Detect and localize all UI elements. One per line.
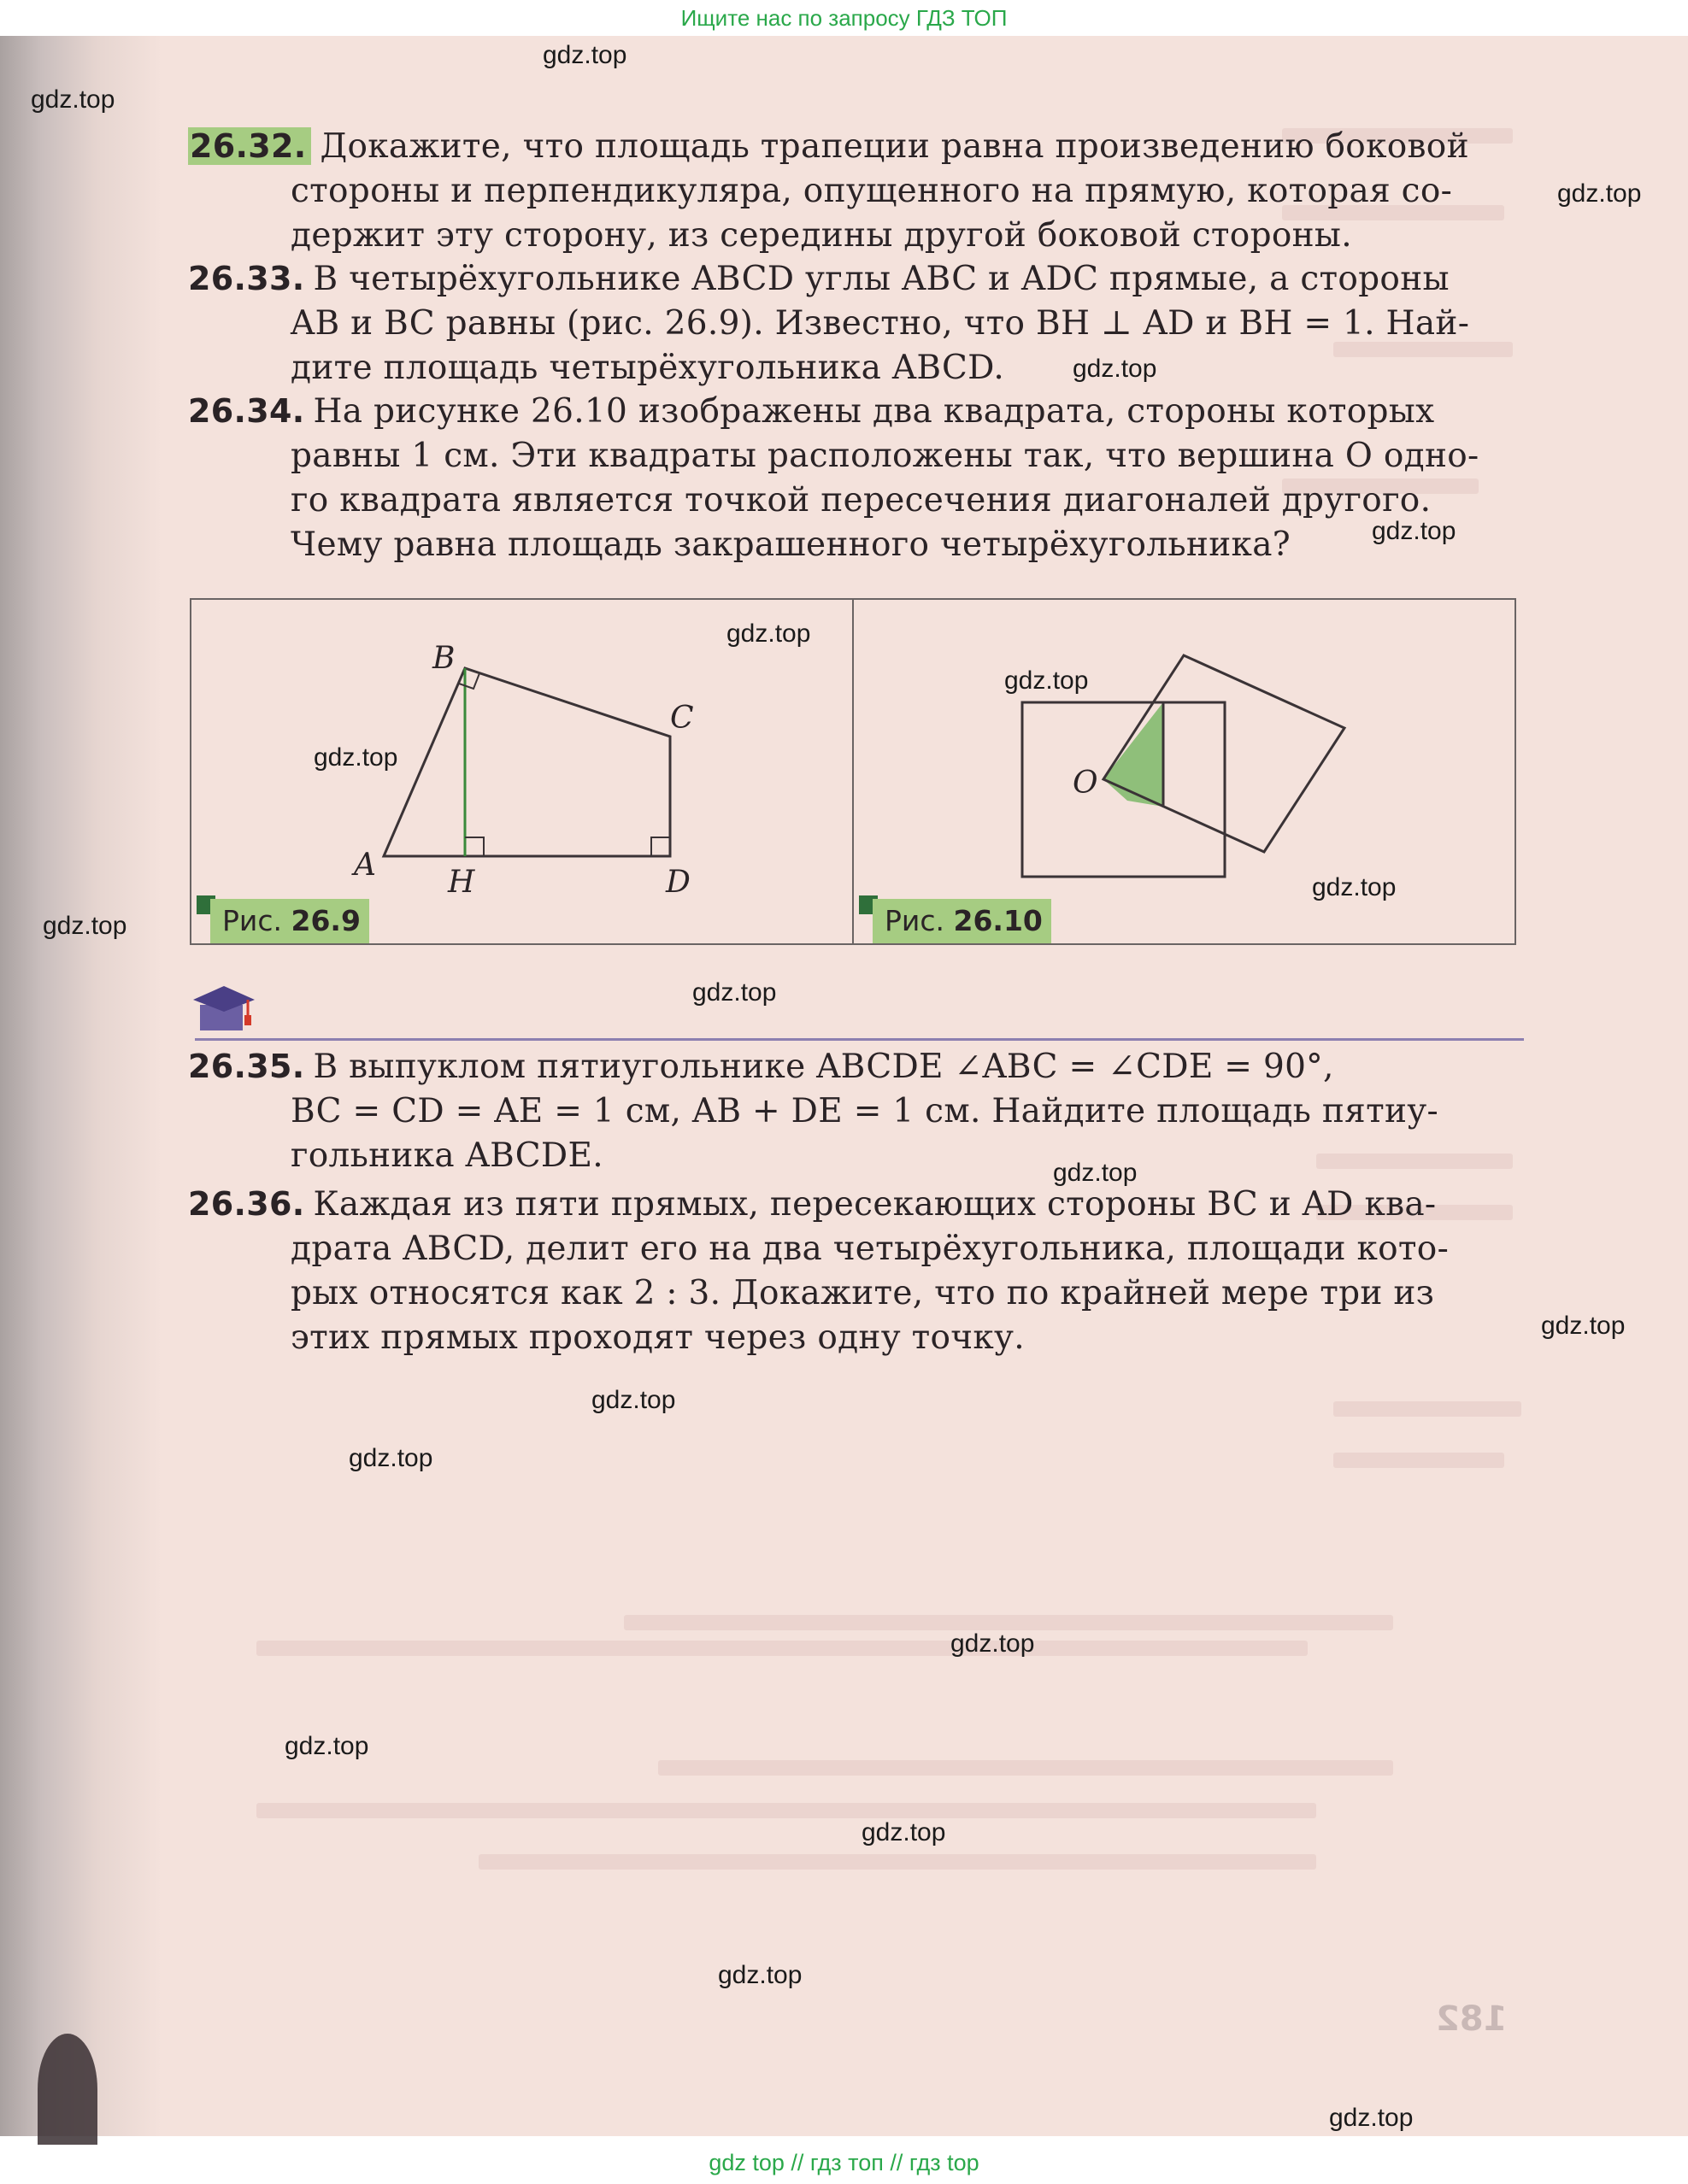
right-angle-d bbox=[651, 837, 670, 856]
point-label-a: A bbox=[354, 848, 376, 883]
watermark: gdz.top bbox=[1557, 179, 1642, 208]
watermark: gdz.top bbox=[1073, 355, 1157, 383]
bottom-banner[interactable]: gdz top // гдз топ // гдз top bbox=[709, 2150, 979, 2175]
problem-line: Каждая из пяти прямых, пересекающих стороны BC и AD ква- bbox=[313, 1185, 1437, 1224]
problem-number: 26.32. bbox=[188, 127, 311, 165]
point-label-o: O bbox=[1073, 766, 1098, 801]
problem-26-32 bbox=[188, 124, 1624, 258]
figure-26-10 bbox=[852, 598, 1516, 945]
figure-caption-number: 26.9 bbox=[291, 904, 361, 937]
right-angle-h bbox=[465, 837, 484, 856]
watermark: gdz.top bbox=[718, 1961, 803, 1989]
watermark: gdz.top bbox=[1372, 517, 1456, 545]
figure-caption bbox=[873, 899, 1051, 943]
problem-line: равны 1 см. Эти квадраты расположены так, что вершина O одно- bbox=[291, 437, 1479, 475]
watermark: gdz.top bbox=[349, 1444, 433, 1472]
watermark: gdz.top bbox=[31, 85, 115, 114]
figure-caption-number: 26.10 bbox=[953, 904, 1043, 937]
point-label-b: B bbox=[432, 641, 456, 676]
problem-line: драта ABCD, делит его на два четырёхугольника, площади кото- bbox=[291, 1230, 1450, 1268]
watermark: gdz.top bbox=[285, 1732, 369, 1760]
problem-number: 26.33. bbox=[188, 260, 305, 297]
figure-26-9-drawing bbox=[191, 600, 854, 943]
show-through-page-number: 182 bbox=[1436, 1999, 1508, 2039]
problem-number: 26.35. bbox=[188, 1048, 305, 1085]
top-banner[interactable]: Ищите нас по запросу ГДЗ ТОП bbox=[680, 5, 1008, 31]
watermark: gdz.top bbox=[1004, 666, 1089, 695]
quadrilateral-abcd bbox=[384, 668, 670, 856]
problem-number: 26.36. bbox=[188, 1185, 305, 1223]
figure-caption-prefix: Рис. bbox=[885, 904, 944, 937]
watermark: gdz.top bbox=[1053, 1159, 1138, 1187]
problem-line: стороны и перпендикуляра, опущенного на прямую, которая со- bbox=[291, 172, 1453, 210]
section-divider bbox=[195, 1038, 1524, 1041]
shaded-quadrilateral-fill bbox=[1103, 702, 1163, 807]
point-label-c: C bbox=[670, 701, 694, 736]
watermark: gdz.top bbox=[43, 912, 127, 940]
problem-line: В выпуклом пятиугольнике ABCDE ∠ABC = ∠CDE = 90°, bbox=[313, 1048, 1334, 1086]
watermark: gdz.top bbox=[591, 1386, 676, 1414]
problem-line: держит эту сторону, из середины другой боковой стороны. bbox=[291, 216, 1352, 255]
problem-26-36 bbox=[188, 1182, 1624, 1360]
problem-line: В четырёхугольнике ABCD углы ABC и ADC прямые, а стороны bbox=[313, 260, 1450, 298]
watermark: gdz.top bbox=[726, 619, 811, 648]
watermark: gdz.top bbox=[543, 41, 627, 69]
problem-line: Докажите, что площадь трапеции равна произведению боковой bbox=[320, 127, 1469, 166]
point-label-d: D bbox=[666, 865, 691, 900]
watermark: gdz.top bbox=[1541, 1312, 1626, 1340]
watermark: gdz.top bbox=[314, 743, 398, 772]
problem-line: На рисунке 26.10 изображены два квадрата, стороны которых bbox=[313, 392, 1435, 431]
point-label-h: H bbox=[448, 865, 475, 900]
problem-line: Чему равна площадь закрашенного четырёхугольника? bbox=[291, 525, 1291, 564]
figure-26-9 bbox=[190, 598, 856, 945]
watermark: gdz.top bbox=[1312, 873, 1397, 901]
problem-line: AB и BC равны (рис. 26.9). Известно, что BH ⊥ AD и BH = 1. Най- bbox=[291, 304, 1470, 343]
watermark: gdz.top bbox=[692, 978, 777, 1007]
problem-line: BC = CD = AE = 1 см, AB + DE = 1 см. Найдите площадь пятиу- bbox=[291, 1092, 1438, 1130]
problem-26-35 bbox=[188, 1044, 1624, 1178]
problem-26-33 bbox=[188, 256, 1624, 390]
page-binding-shadow bbox=[0, 36, 162, 2136]
problem-line: этих прямых проходят через одну точку. bbox=[291, 1318, 1026, 1357]
binding-dark-edge bbox=[38, 2034, 97, 2145]
watermark: gdz.top bbox=[862, 1818, 946, 1846]
figure-caption-prefix: Рис. bbox=[222, 904, 282, 937]
figure-26-10-drawing bbox=[854, 600, 1514, 943]
problem-line: гольника ABCDE. bbox=[291, 1136, 603, 1175]
watermark: gdz.top bbox=[950, 1629, 1035, 1658]
problem-line: рых относятся как 2 : 3. Докажите, что по крайней мере три из bbox=[291, 1274, 1435, 1312]
problem-line: дите площадь четырёхугольника ABCD. bbox=[291, 349, 1005, 387]
figure-caption bbox=[210, 899, 369, 943]
problem-line: го квадрата является точкой пересечения диагоналей другого. bbox=[291, 481, 1432, 520]
graduation-cap-icon bbox=[193, 983, 262, 1036]
watermark: gdz.top bbox=[1329, 2104, 1414, 2132]
problem-number: 26.34. bbox=[188, 392, 305, 430]
